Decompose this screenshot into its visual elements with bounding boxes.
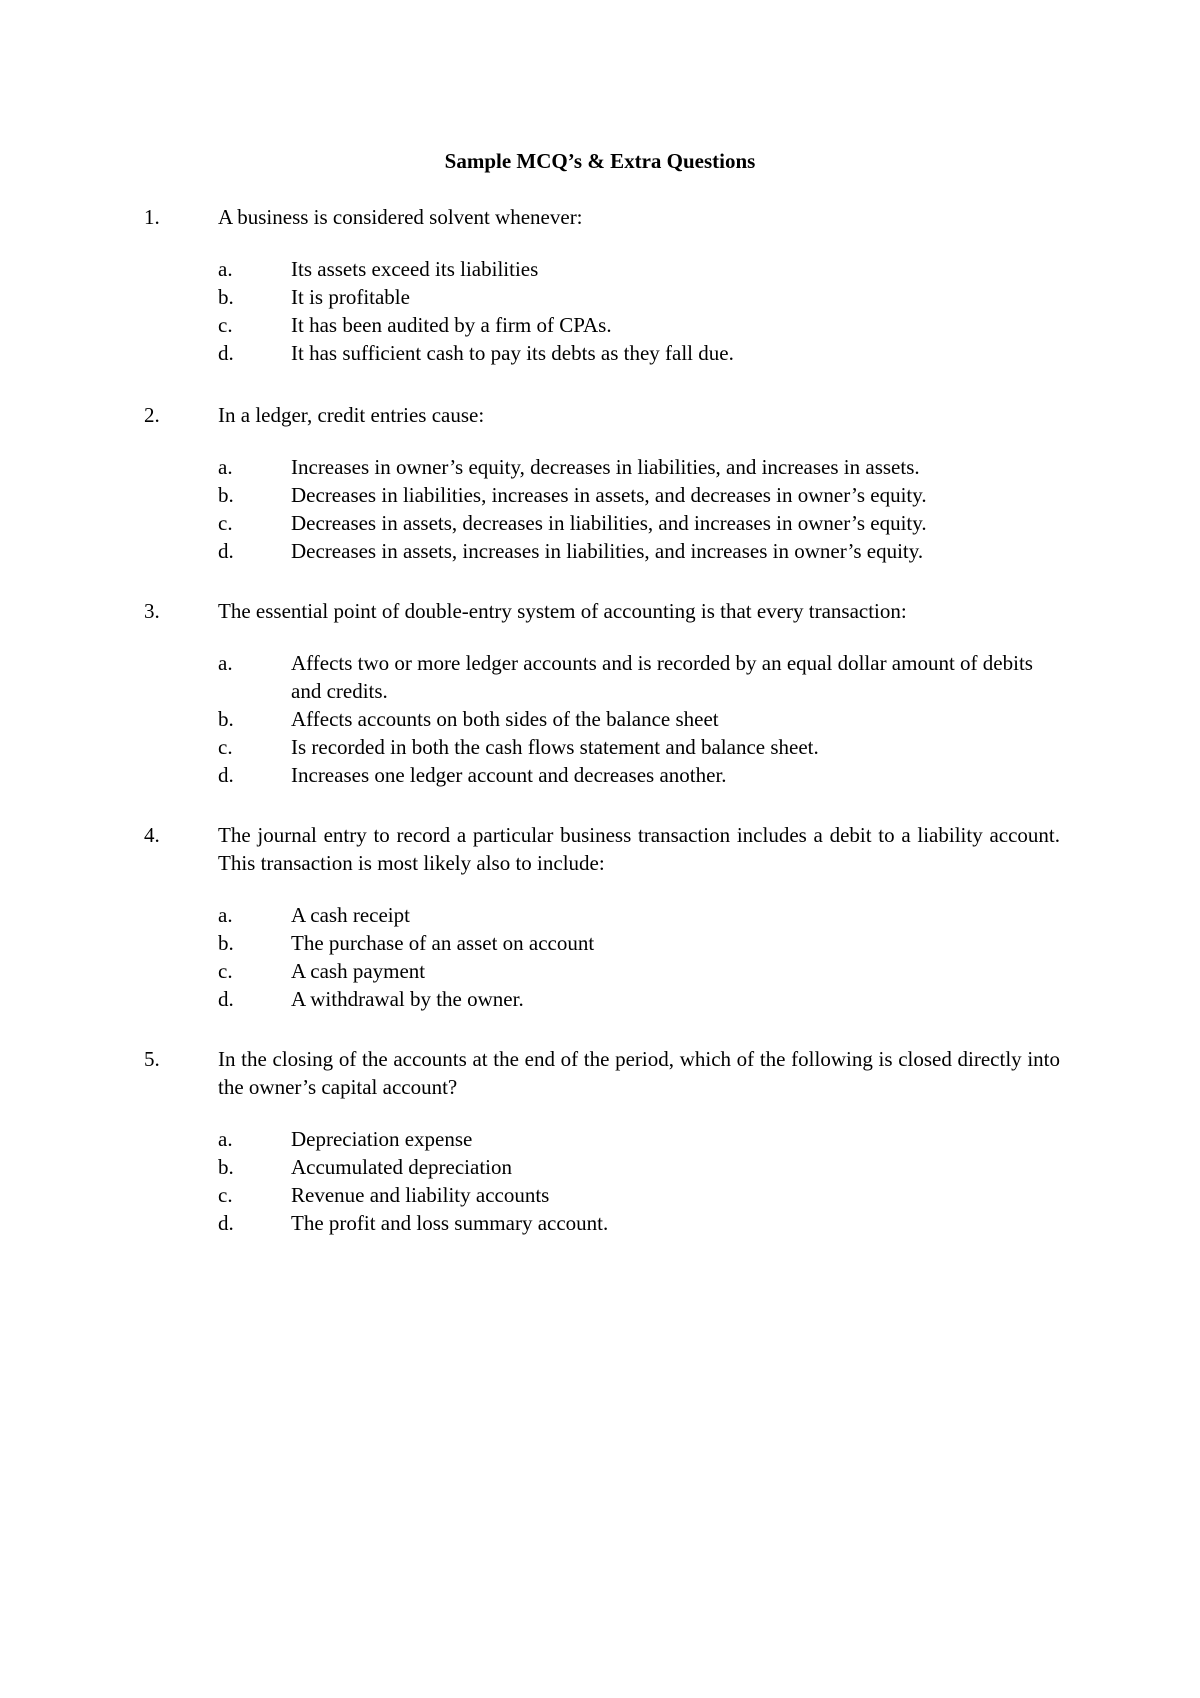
option-letter: d. — [218, 539, 234, 563]
question-3 — [144, 597, 1064, 789]
option-letter: b. — [218, 707, 234, 731]
option-letter: a. — [218, 455, 233, 479]
option-text: A cash payment — [291, 959, 426, 983]
option-b — [218, 481, 1064, 509]
option-letter: b. — [218, 285, 234, 309]
option-d — [218, 1209, 1064, 1237]
option-a — [218, 1125, 1064, 1153]
option-letter: d. — [218, 987, 234, 1011]
question-text: The journal entry to record a particular business transaction includes a debit to a liability account. This transaction is most likely also to include: — [218, 823, 1060, 875]
question-number: 4. — [144, 823, 160, 847]
option-letter: d. — [218, 763, 234, 787]
option-b — [218, 283, 1064, 311]
option-b — [218, 929, 1064, 957]
option-text: It has sufficient cash to pay its debts as they fall due. — [291, 341, 734, 365]
question-number: 2. — [144, 403, 160, 427]
option-text: A withdrawal by the owner. — [291, 987, 524, 1011]
option-letter: c. — [218, 959, 233, 983]
option-text: The purchase of an asset on account — [291, 931, 595, 955]
options-list — [218, 901, 1064, 1013]
option-letter: a. — [218, 1127, 233, 1151]
options-list — [218, 255, 1064, 367]
option-letter: a. — [218, 903, 233, 927]
page-title: Sample MCQ’s & Extra Questions — [444, 149, 756, 173]
option-text: Is recorded in both the cash flows statement and balance sheet. — [291, 735, 819, 759]
question-text: In a ledger, credit entries cause: — [218, 403, 485, 427]
options-list — [218, 1125, 1064, 1237]
option-letter: a. — [218, 257, 233, 281]
option-a — [218, 649, 1064, 705]
option-letter: b. — [218, 483, 234, 507]
option-text: It has been audited by a firm of CPAs. — [291, 313, 612, 337]
option-c — [218, 509, 1064, 537]
option-text: It is profitable — [291, 285, 410, 309]
option-c — [218, 1181, 1064, 1209]
option-c — [218, 311, 1064, 339]
question-number: 5. — [144, 1047, 160, 1071]
option-d — [218, 537, 1064, 565]
question-5 — [144, 1045, 1064, 1237]
option-d — [218, 985, 1064, 1013]
option-letter: a. — [218, 651, 233, 675]
question-4 — [144, 821, 1064, 1013]
question-1 — [144, 203, 1064, 367]
option-text: Decreases in liabilities, increases in assets, and decreases in owner’s equity. — [291, 483, 927, 507]
question-text: A business is considered solvent whenever: — [218, 205, 583, 229]
question-number: 3. — [144, 599, 160, 623]
question-number: 1. — [144, 205, 160, 229]
option-text: Increases in owner’s equity, decreases in liabilities, and increases in assets. — [291, 455, 920, 479]
option-text: Affects accounts on both sides of the balance sheet — [291, 707, 719, 731]
question-2 — [144, 401, 1064, 565]
option-text: Its assets exceed its liabilities — [291, 257, 539, 281]
options-list — [218, 649, 1064, 789]
option-letter: d. — [218, 341, 234, 365]
option-b — [218, 1153, 1064, 1181]
option-text: The profit and loss summary account. — [291, 1211, 609, 1235]
option-letter: b. — [218, 931, 234, 955]
option-a — [218, 453, 1064, 481]
option-c — [218, 957, 1064, 985]
question-text: The essential point of double-entry system of accounting is that every transaction: — [218, 599, 907, 623]
option-d — [218, 339, 1064, 367]
option-letter: c. — [218, 511, 233, 535]
option-b — [218, 705, 1064, 733]
option-a — [218, 255, 1064, 283]
option-text: Increases one ledger account and decreases another. — [291, 763, 727, 787]
option-letter: b. — [218, 1155, 234, 1179]
option-text: Affects two or more ledger accounts and is recorded by an equal dollar amount of debits and credits. — [291, 651, 1033, 703]
option-letter: c. — [218, 735, 233, 759]
option-text: Revenue and liability accounts — [291, 1183, 550, 1207]
option-text: Accumulated depreciation — [291, 1155, 512, 1179]
option-text: Decreases in assets, increases in liabilities, and increases in owner’s equity. — [291, 539, 924, 563]
option-text: Depreciation expense — [291, 1127, 473, 1151]
option-letter: d. — [218, 1211, 234, 1235]
option-c — [218, 733, 1064, 761]
option-a — [218, 901, 1064, 929]
option-letter: c. — [218, 313, 233, 337]
options-list — [218, 453, 1064, 565]
option-letter: c. — [218, 1183, 233, 1207]
option-text: Decreases in assets, decreases in liabilities, and increases in owner’s equity. — [291, 511, 927, 535]
option-text: A cash receipt — [291, 903, 410, 927]
question-text: In the closing of the accounts at the end of the period, which of the following is closed directly into the owner’s capital account? — [218, 1047, 1060, 1099]
option-d — [218, 761, 1064, 789]
